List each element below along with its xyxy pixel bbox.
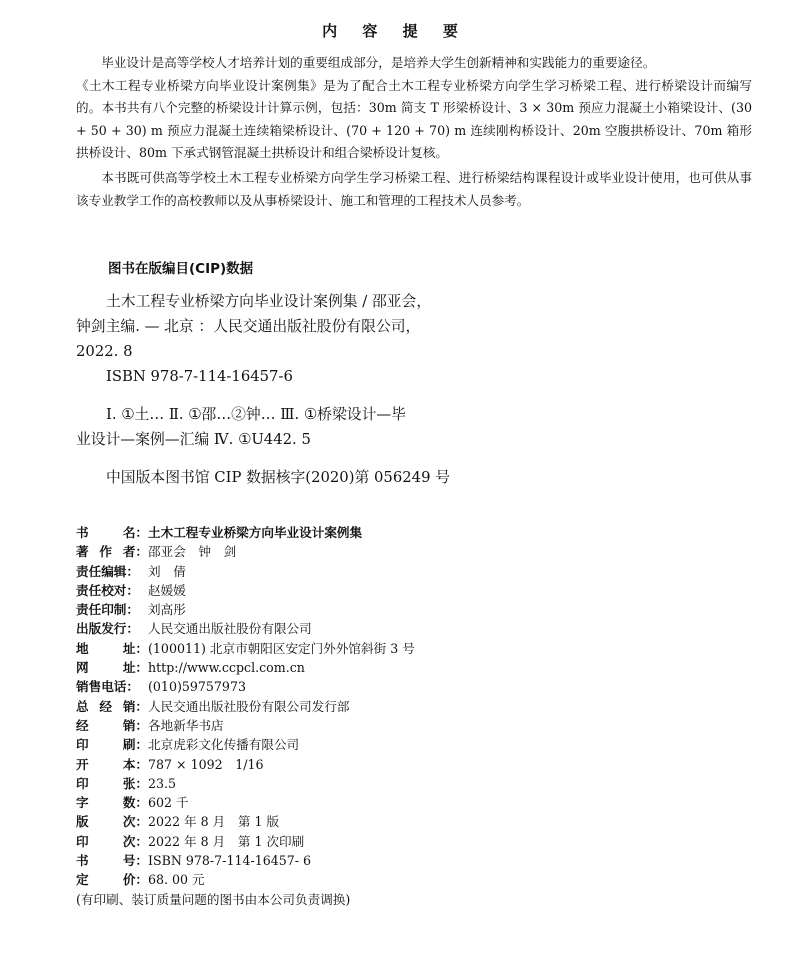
colophon-label-part: 书 [76, 853, 89, 869]
colophon-value: 787 × 1092 1/16 [148, 756, 264, 772]
summary-heading: 内 容 提 要 [322, 22, 468, 40]
colophon-value: ISBN 978-7-114-16457- 6 [148, 853, 312, 869]
colophon-row [76, 832, 676, 851]
colophon-value: 刘高彤 [148, 602, 186, 618]
colophon-label-part: 地 [76, 640, 89, 656]
colophon-row [76, 658, 676, 677]
cip-title-line: 土木工程专业桥梁方向毕业设计案例集 / 邵亚会， [106, 293, 432, 310]
colophon-label [76, 774, 148, 793]
colophon-value: 602 千 [148, 795, 189, 811]
colophon-label [76, 619, 148, 638]
colophon-label [76, 812, 148, 831]
colophon-label [76, 832, 148, 851]
colophon-row [76, 697, 676, 716]
colophon-value: 北京虎彩文化传播有限公司 [148, 737, 300, 753]
colophon-label-part: 书 [76, 525, 89, 540]
summary-paragraph-2: 《土木工程专业桥梁方向毕业设计案例集》是为了配合土木工程专业桥梁方向学生学习桥梁工程、进行桥梁设计而编写的。本书共有八个完整的桥梁设计计算示例，包括：30m 简支 T 形梁桥设计、3 × 30m 预应力混凝土小箱梁设计、(30 + 50 + 30) m 预应力混凝土连续箱梁桥设计、(70 + 120 + 70) m 连续刚构桥设计、20m 空腹拱桥设计、70m 箱形拱桥设计、80m 下承式钢管混凝土拱桥设计和组合梁桥设计复核。 [76, 77, 752, 161]
colophon-row [76, 542, 676, 561]
colophon-value: 68. 00 元 [148, 872, 205, 888]
colophon-row [76, 523, 676, 542]
colophon-value: (100011) 北京市朝阳区安定门外外馆斜街 3 号 [148, 640, 415, 656]
colophon-label-part: 本： [122, 756, 148, 772]
colophon-label-part: 销售电话： [76, 679, 139, 695]
colophon-label-part: 号： [122, 853, 148, 869]
colophon-row [76, 812, 676, 831]
colophon-label-part: 著 [76, 544, 89, 560]
colophon-label-part: 销： [122, 698, 148, 714]
colophon-label-part: 责任编辑： [76, 563, 139, 579]
cip-record [76, 289, 576, 490]
colophon-label-part: 址： [122, 660, 148, 676]
colophon-label-part: 价： [122, 872, 148, 888]
colophon-row [76, 851, 676, 870]
cip-publisher-line: 钟剑主编. — 北京 ：人民交通出版社股份有限公司， [76, 318, 421, 335]
colophon-value: http://www.ccpcl.com.cn [148, 660, 305, 676]
colophon-value: 人民交通出版社股份有限公司发行部 [148, 698, 350, 714]
colophon-label [76, 793, 148, 812]
colophon-label-part: 数： [122, 795, 148, 811]
cip-isbn: ISBN 978-7-114-16457-6 [106, 368, 293, 385]
colophon-label [76, 716, 148, 735]
colophon-row [76, 735, 676, 754]
cip-verification-number: 中国版本图书馆 CIP 数据核字(2020)第 056249 号 [106, 469, 450, 486]
summary-paragraph-1: 毕业设计是高等学校人才培养计划的重要组成部分，是培养大学生创新精神和实践能力的重要途径。 [101, 55, 656, 70]
colophon-label-part: 总 [76, 698, 89, 714]
colophon-label-part: 印 [76, 737, 89, 753]
colophon-rows [76, 523, 676, 890]
colophon-label [76, 735, 148, 754]
colophon-label [76, 639, 148, 658]
colophon-label-part: 次： [122, 833, 148, 849]
colophon-label [76, 542, 148, 561]
colophon-label [76, 697, 148, 716]
colophon-row [76, 716, 676, 735]
colophon-row [76, 619, 676, 638]
colophon-label [76, 870, 148, 889]
colophon-row [76, 755, 676, 774]
colophon-value: 邵亚会 钟 剑 [148, 544, 237, 560]
colophon-row [76, 562, 676, 581]
colophon-value: 23.5 [148, 775, 177, 791]
colophon-label [76, 851, 148, 870]
colophon-label-part: 次： [122, 814, 148, 830]
cip-classification-line-2: 业设计—案例—汇编 Ⅳ. ①U442. 5 [76, 431, 311, 448]
colophon-label-part: 版 [76, 814, 89, 830]
colophon-row [76, 870, 676, 889]
colophon-label-part: 址： [122, 640, 148, 656]
cip-title: 图书在版编目(CIP)数据 [108, 261, 254, 277]
colophon-row [76, 639, 676, 658]
colophon-value: 2022 年 8 月 第 1 版 [148, 814, 280, 830]
colophon-label [76, 755, 148, 774]
cip-classification-line-1: Ⅰ. ①土… Ⅱ. ①邵…②钟… Ⅲ. ①桥梁设计—毕 [106, 406, 406, 423]
colophon-label-part: 责任校对： [76, 582, 139, 598]
colophon-label-part: 定 [76, 872, 89, 888]
colophon-label [76, 658, 148, 677]
colophon-value: 人民交通出版社股份有限公司 [148, 621, 312, 637]
colophon-value: 各地新华书店 [148, 717, 224, 733]
colophon-label-part: 责任印制： [76, 602, 139, 618]
colophon-label [76, 562, 148, 581]
colophon-label [76, 600, 148, 619]
colophon-label [76, 523, 148, 542]
colophon-label-part: 经 [99, 698, 112, 714]
colophon-label [76, 677, 148, 696]
colophon-label-part: 作 [99, 544, 112, 560]
colophon-value: 土木工程专业桥梁方向毕业设计案例集 [148, 525, 363, 540]
cip-date-line: 2022. 8 [76, 343, 133, 360]
colophon-note: (有印刷、装订质量问题的图书由本公司负责调换) [76, 891, 351, 907]
colophon-label-part: 经 [76, 717, 89, 733]
content-summary [76, 52, 752, 212]
colophon-label-part: 者： [122, 544, 148, 560]
colophon [76, 523, 676, 909]
summary-paragraph-3: 本书既可供高等学校土木工程专业桥梁方向学生学习桥梁工程、进行桥梁结构课程设计或毕业设计使用，也可供从事该专业教学工作的高校教师以及从事桥梁设计、施工和管理的工程技术人员参考。 [76, 169, 752, 208]
colophon-label-part: 字 [76, 795, 89, 811]
colophon-row [76, 581, 676, 600]
colophon-row [76, 600, 676, 619]
colophon-label-part: 印 [76, 775, 89, 791]
colophon-label-part: 网 [76, 660, 89, 676]
colophon-value: (010)59757973 [148, 679, 246, 695]
colophon-label-part: 张： [122, 775, 148, 791]
colophon-row [76, 677, 676, 696]
colophon-label-part: 刷： [122, 737, 148, 753]
colophon-row [76, 774, 676, 793]
colophon-label [76, 581, 148, 600]
colophon-value: 刘 倩 [148, 563, 186, 579]
colophon-row [76, 793, 676, 812]
colophon-label-part: 名： [122, 525, 148, 540]
colophon-label-part: 开 [76, 756, 89, 772]
colophon-value: 赵媛媛 [148, 582, 186, 598]
colophon-label-part: 销： [122, 717, 148, 733]
colophon-label-part: 出版发行： [76, 621, 139, 637]
colophon-value: 2022 年 8 月 第 1 次印刷 [148, 833, 305, 849]
colophon-label-part: 印 [76, 833, 89, 849]
